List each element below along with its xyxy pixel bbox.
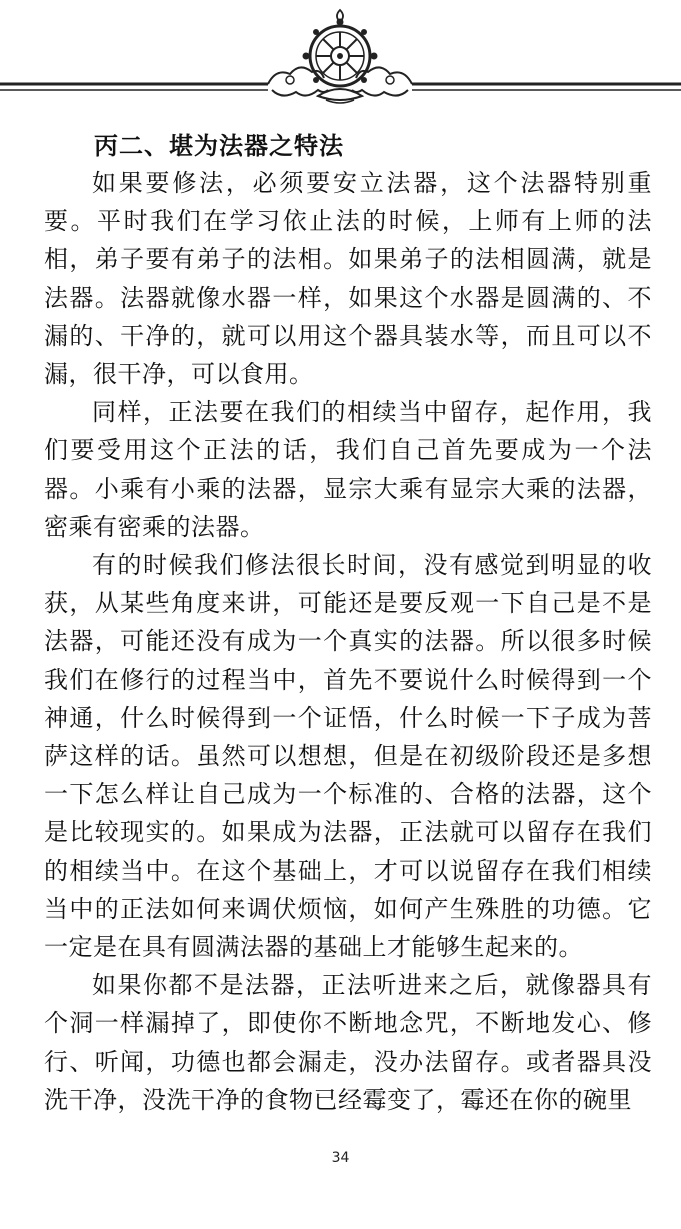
paragraph-3: 有的时候我们修法很长时间，没有感觉到明显的收获，从某些角度来讲，可能还是要反观一下自己是不是法器，可能还没有成为一个真实的法器。所以很多时候我们在修行的过程当中，首先不要说什么时候得到一个神通，什么时候得到一个证悟，什么时候一下子成为菩萨这样的话。虽然可以想想，但是在初级阶段还是多想一下怎么样让自己成为一个标准的、合格的法器，这个是比较现实的。如果成为法器，正法就可以留存在我们的相续当中。在这个基础上，才可以说留存在我们相续当中的正法如何来调伏烦恼，如何产生殊胜的功德。它一定是在具有圆满法器的基础上才能够生起来的。	[44, 551, 652, 962]
page-number: 34	[331, 1150, 350, 1166]
paragraph-2: 同样，正法要在我们的相续当中留存，起作用，我们要受用这个正法的话，我们自己首先要成为一个法器。小乘有小乘的法器，显宗大乘有显宗大乘的法器，密乘有密乘的法器。	[44, 398, 652, 541]
section-heading: 丙二、堪为法器之特法	[94, 132, 344, 160]
paragraph-4: 如果你都不是法器，正法听进来之后，就像器具有个洞一样漏掉了，即使你不断地念咒，不断地发心、修行、听闻，功德也都会漏走，没办法留存。或者器具没洗干净，没洗干净的食物已经霉变了，霉还在你的碗里	[44, 971, 652, 1114]
paragraph-1: 如果要修法，必须要安立法器，这个法器特别重要。平时我们在学习依止法的时候，上师有上师的法相，弟子要有弟子的法相。如果弟子的法相圆满，就是法器。法器就像水器一样，如果这个水器是圆满的、不漏的、干净的，就可以用这个器具装水等，而且可以不漏，很干净，可以食用。	[44, 169, 652, 389]
page-content	[44, 128, 652, 1119]
header-ornament	[0, 0, 681, 110]
dharma-wheel-icon	[0, 0, 681, 110]
